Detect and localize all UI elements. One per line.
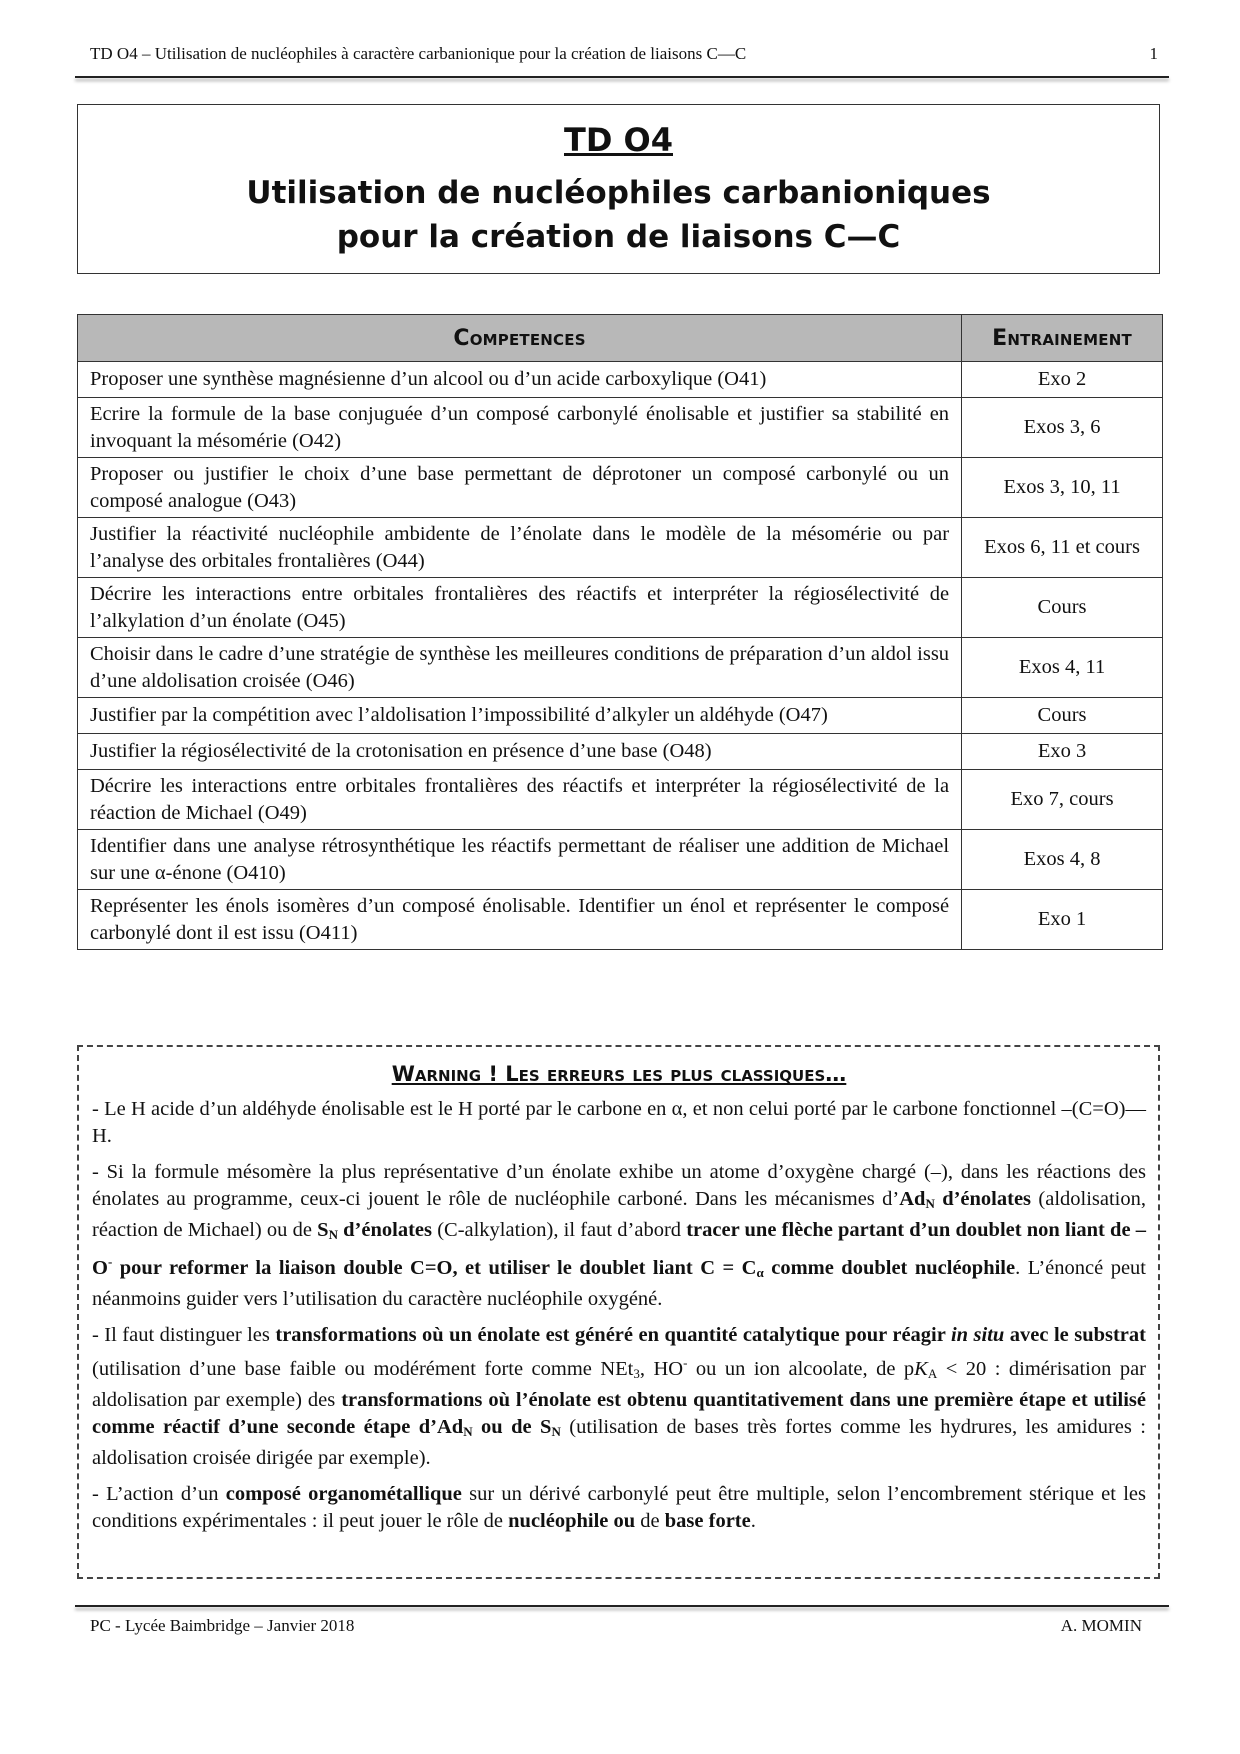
p3-bold-block-1 bbox=[275, 1324, 1146, 1346]
competence-cell: Ecrire la formule de la base conjuguée d’un composé carbonylé énolisable et justifier sa stabilité en invoquant la mésomérie (O42) bbox=[78, 398, 962, 458]
p4-text-d: . bbox=[750, 1510, 756, 1532]
p3-text-c: , HO bbox=[639, 1358, 684, 1380]
p2-enolates-2: d’énolates bbox=[337, 1219, 432, 1241]
table-row bbox=[78, 578, 1163, 638]
p3-text-e: < 20 : dimérisation par aldolisation par exemple) des bbox=[92, 1358, 1147, 1411]
p2-bold1: tracer une flèche partant d’un doublet non liant de –O bbox=[92, 1219, 1147, 1279]
competence-cell: Décrire les interactions entre orbitales frontalières des réactifs et interpréter la régiosélectivité de la réaction de Michael (O49) bbox=[78, 770, 962, 830]
training-cell: Cours bbox=[962, 578, 1163, 638]
p2-bold3: comme doublet nucléophile bbox=[763, 1257, 1016, 1279]
p3-text-d: ou un ion alcoolate, de p bbox=[687, 1358, 915, 1380]
p3-insitu: in situ bbox=[950, 1324, 1005, 1346]
page-number: 1 bbox=[1149, 44, 1158, 63]
col-header-competences: Competences bbox=[78, 315, 962, 362]
p4-bold3: base forte bbox=[664, 1510, 751, 1532]
table-row bbox=[78, 734, 1163, 770]
p3-s-sub: N bbox=[551, 1424, 561, 1439]
p2-ad-sub: N bbox=[925, 1196, 935, 1211]
p2-sn bbox=[317, 1219, 432, 1241]
training-cell: Exos 3, 6 bbox=[962, 398, 1163, 458]
p3-minus: - bbox=[683, 1355, 688, 1370]
running-header: TD O4 – Utilisation de nucléophiles à caractère carbanionique pour la création de liaisons C—C bbox=[90, 44, 747, 63]
p3-ou: ou de bbox=[472, 1416, 541, 1438]
p4-text-b: sur un dérivé carbonylé peut être multiple, selon l’encombrement stérique et les conditions expérimentales : il peut jouer le rôle de bbox=[92, 1483, 1146, 1532]
table-row bbox=[78, 398, 1163, 458]
title-box bbox=[77, 104, 1160, 274]
competence-cell: Identifier dans une analyse rétrosynthétique les réactifs permettant de réaliser une addition de Michael sur une α-énone (O410) bbox=[78, 830, 962, 890]
p3-sub-3: 3 bbox=[633, 1366, 640, 1381]
competence-cell: Justifier la régiosélectivité de la crotonisation en présence d’une base (O48) bbox=[78, 734, 962, 770]
training-cell: Exos 4, 8 bbox=[962, 830, 1163, 890]
p3-ad: Ad bbox=[437, 1416, 464, 1438]
p2-bold2: pour reformer la liaison double C=O, et utiliser le doublet liant C = C bbox=[112, 1257, 757, 1279]
training-cell: Cours bbox=[962, 698, 1163, 734]
competence-cell: Décrire les interactions entre orbitales frontalières des réactifs et interpréter la régiosélectivité de l’alkylation d’un énolate (O45) bbox=[78, 578, 962, 638]
table-row bbox=[78, 458, 1163, 518]
training-cell: Exos 3, 10, 11 bbox=[962, 458, 1163, 518]
p3-text-a: - Il faut distinguer les bbox=[92, 1324, 276, 1346]
p2-enolates-1: d’énolates bbox=[934, 1188, 1032, 1210]
competence-cell: Représenter les énols isomères d’un composé énolisable. Identifier un énol et représenter le composé carbonylé dont il est issu (O411) bbox=[78, 890, 962, 950]
p3-text-f: (utilisation de bases très fortes comme les hydrures, les amidures : aldolisation croisée dirigée par exemple). bbox=[92, 1416, 1146, 1469]
footer-author: A. MOMIN bbox=[1060, 1616, 1142, 1635]
table-row bbox=[78, 638, 1163, 698]
competences-table bbox=[77, 314, 1163, 950]
page-title bbox=[78, 171, 1159, 259]
warning-box bbox=[77, 1045, 1160, 1579]
competence-cell: Proposer ou justifier le choix d’une base permettant de déprotoner un composé carbonylé ou un composé analogue (O43) bbox=[78, 458, 962, 518]
footer-school: PC - Lycée Baimbridge – Janvier 2018 bbox=[90, 1616, 355, 1635]
p2-s-sub: N bbox=[328, 1227, 338, 1242]
training-cell: Exo 1 bbox=[962, 890, 1163, 950]
p2-s: S bbox=[317, 1219, 329, 1241]
p3-sub-a: A bbox=[927, 1366, 938, 1381]
p4-text-c: de bbox=[635, 1510, 665, 1532]
training-cell: Exos 6, 11 et cours bbox=[962, 518, 1163, 578]
warning-paragraph-4 bbox=[92, 1481, 1146, 1535]
training-cell: Exos 4, 11 bbox=[962, 638, 1163, 698]
p3-s: S bbox=[540, 1416, 552, 1438]
header-rule bbox=[75, 76, 1169, 78]
title-line-2: pour la création de liaisons C—C bbox=[336, 219, 901, 255]
p2-alpha: α bbox=[756, 1265, 764, 1280]
p2-adn bbox=[899, 1188, 1031, 1210]
p4-bold1: composé organométallique bbox=[225, 1483, 462, 1505]
table-header-row bbox=[78, 315, 1163, 362]
training-cell: Exo 2 bbox=[962, 362, 1163, 398]
table-row bbox=[78, 890, 1163, 950]
competence-cell: Proposer une synthèse magnésienne d’un alcool ou d’un acide carboxylique (O41) bbox=[78, 362, 962, 398]
title-line-1: Utilisation de nucléophiles carbanioniques bbox=[246, 175, 991, 211]
training-cell: Exo 7, cours bbox=[962, 770, 1163, 830]
p3-text-b: (utilisation d’une base faible ou modérément forte comme NEt bbox=[92, 1358, 634, 1380]
warning-title: Warning ! Les erreurs les plus classiques… bbox=[391, 1062, 847, 1086]
p2-text-d: . L’énoncé peut néanmoins guider vers l’utilisation du caractère nucléophile oxygéné. bbox=[92, 1257, 1146, 1310]
p3-k: K bbox=[914, 1358, 928, 1380]
competence-cell: Justifier la réactivité nucléophile ambidente de l’énolate dans le modèle de la mésomérie ou par l’analyse des orbitales frontalières (O44) bbox=[78, 518, 962, 578]
p2-ad: Ad bbox=[899, 1188, 926, 1210]
footer-rule bbox=[75, 1605, 1169, 1607]
p3-ad-sub: N bbox=[463, 1424, 473, 1439]
p2-text-c: (C-alkylation), il faut d’abord bbox=[432, 1219, 687, 1241]
table-row bbox=[78, 830, 1163, 890]
competence-cell: Justifier par la compétition avec l’aldolisation l’impossibilité d’alkyler un aldéhyde (O47) bbox=[78, 698, 962, 734]
training-cell: Exo 3 bbox=[962, 734, 1163, 770]
table-row bbox=[78, 770, 1163, 830]
warning-paragraph-3 bbox=[92, 1322, 1146, 1472]
p3-bold2: avec le substrat bbox=[1004, 1324, 1146, 1346]
p2-text-b: (aldolisation, réaction de Michael) ou de bbox=[92, 1188, 1146, 1241]
warning-paragraph-2 bbox=[92, 1159, 1146, 1313]
competence-cell: Choisir dans le cadre d’une stratégie de synthèse les meilleures conditions de préparation d’un aldol issu d’une aldolisation croisée (O46) bbox=[78, 638, 962, 698]
table-row bbox=[78, 362, 1163, 398]
table-row bbox=[78, 698, 1163, 734]
table-row bbox=[78, 518, 1163, 578]
p3-bold3: transformations où l’énolate est obtenu quantitativement dans une première étape et utilisé comme réactif d’une seconde étape d’ bbox=[92, 1389, 1146, 1438]
p2-minus: - bbox=[107, 1254, 113, 1269]
warning-paragraph-1: - Le H acide d’un aldéhyde énolisable est le H porté par le carbone en α, et non celui porté par le carbone fonctionnel –(C=O)—H. bbox=[92, 1098, 1146, 1147]
p3-bold1: transformations où un énolate est généré en quantité catalytique pour réagir bbox=[275, 1324, 951, 1346]
p4-text-a: - L’action d’un bbox=[92, 1483, 226, 1505]
p4-bold2: nucléophile ou bbox=[508, 1510, 636, 1532]
col-header-entrainement: Entrainement bbox=[962, 315, 1163, 362]
p2-text-a: - Si la formule mésomère la plus représentative d’un énolate exhibe un atome d’oxygène chargé (–), dans les réactions des énolates au programme, ceux-ci jouent le rôle de nucléophile carboné. Dans les mécanismes d’ bbox=[92, 1161, 1146, 1210]
td-code: TD O4 bbox=[564, 121, 673, 159]
